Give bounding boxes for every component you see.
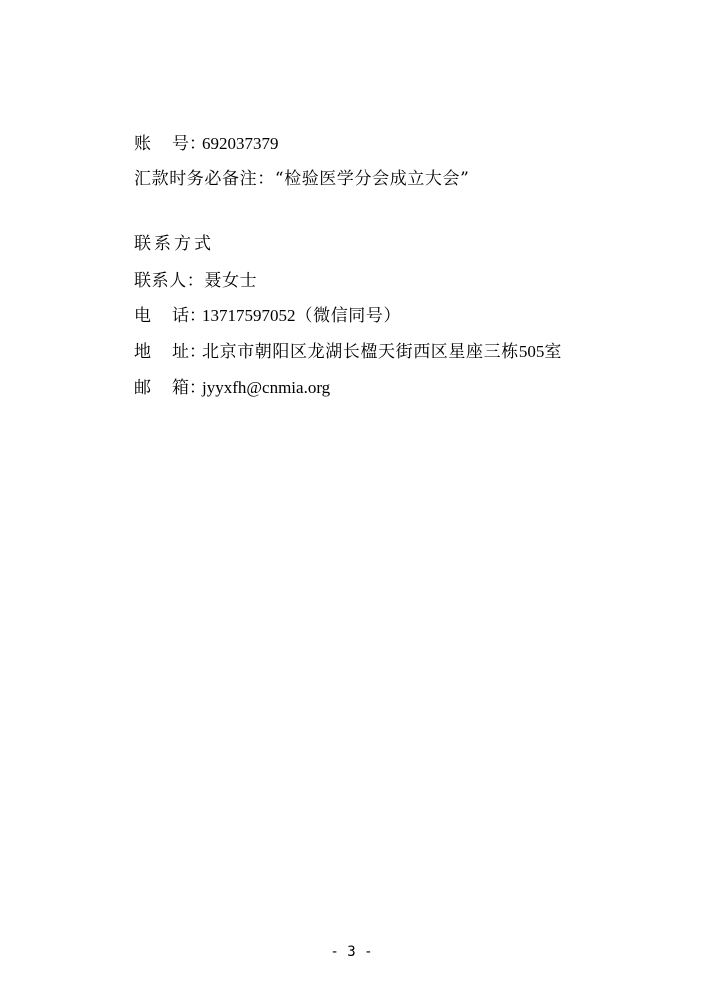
phone-line <box>134 305 401 327</box>
account-number: 692037379 <box>202 134 279 153</box>
email-address[interactable]: jyyxfh@cnmia.org <box>202 378 331 397</box>
address-room-suffix: 室 <box>544 342 562 362</box>
address-value: 北京市朝阳区龙湖长楹天街西区星座三栋 <box>202 342 519 362</box>
remittance-note-value: “检验医学分会成立大会” <box>274 169 470 189</box>
contact-section-title: 联系方式 <box>134 234 214 254</box>
contact-person-name: 聂女士 <box>204 271 258 291</box>
account-line <box>134 133 279 155</box>
remittance-note-label: 汇款时务必备注： <box>134 169 275 189</box>
address-room-number: 505 <box>518 342 545 361</box>
email-label: 邮 箱： <box>134 378 206 398</box>
page-number: - 3 - <box>330 944 373 960</box>
contact-person-label: 联系人： <box>134 271 205 291</box>
phone-label: 电 话： <box>134 306 206 326</box>
address-line <box>134 341 562 363</box>
phone-note: （微信同号） <box>295 306 402 326</box>
phone-number: 13717597052 <box>202 306 296 325</box>
address-label: 地 址： <box>134 342 206 362</box>
account-label: 账 号： <box>134 134 206 154</box>
remittance-note-line <box>134 168 469 190</box>
contact-person-line <box>134 270 257 292</box>
email-line <box>134 377 330 399</box>
